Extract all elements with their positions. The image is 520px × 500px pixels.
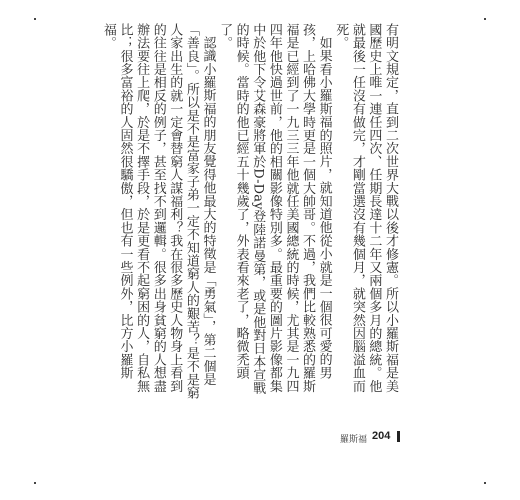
crop-mark-bottom-right	[484, 482, 486, 484]
crop-mark-bottom-left	[34, 482, 36, 484]
page-footer	[0, 430, 520, 450]
body-text	[100, 23, 398, 405]
page-number: 204	[372, 430, 391, 442]
running-head: 羅斯福	[340, 435, 368, 445]
crop-mark-top-left	[34, 18, 36, 20]
crop-mark-top-right	[484, 18, 486, 20]
paragraph: 有明文規定，直到二次世界大戰以後才修憲。所以小羅斯福是美國歷史上唯一連任四次、任期長達十二年又兩個多月的總統。他就最後一任沒有做完，才剛當選沒有幾個月，就突然因腦溢血而死。	[333, 23, 398, 393]
page-marker-bar	[397, 431, 400, 442]
paragraph: 認識小羅斯福的朋友覺得他最大的特徵是「勇氣」，第二個是「善良」。所以是不是富家子弟一定不知道窮人的艱苦？是不是窮人家出生的就一定會替窮人謀福利？我在很多歷史人物身上看到的往往是相反的例子，甚至找不到邏輯。很多出身貧窮的人想盡辦法要往上爬，於是不擇手段，於是更看不起窮困的人，自私無比；很多富裕的人固然很驕傲，但也有一些例外，比方小羅斯福。	[100, 23, 216, 400]
paragraph: 如果看小羅斯福的照片，就知道他從小就是一個很可愛的男孩，上哈佛大學時更是一個大帥哥。不過，我們比較熟悉的羅斯福是已經到了一九三三年他就任美國總統的時候，尤其是一九四四年他快過世前，他的相關影像特別多。最重要的圖片影像都集中於他下令艾森豪將軍於D-Day登陸諾曼第，或是他對日本宣戰的時候。當時的他已經五十幾歲了，外表看來老了，略微禿頭了。	[217, 23, 332, 395]
